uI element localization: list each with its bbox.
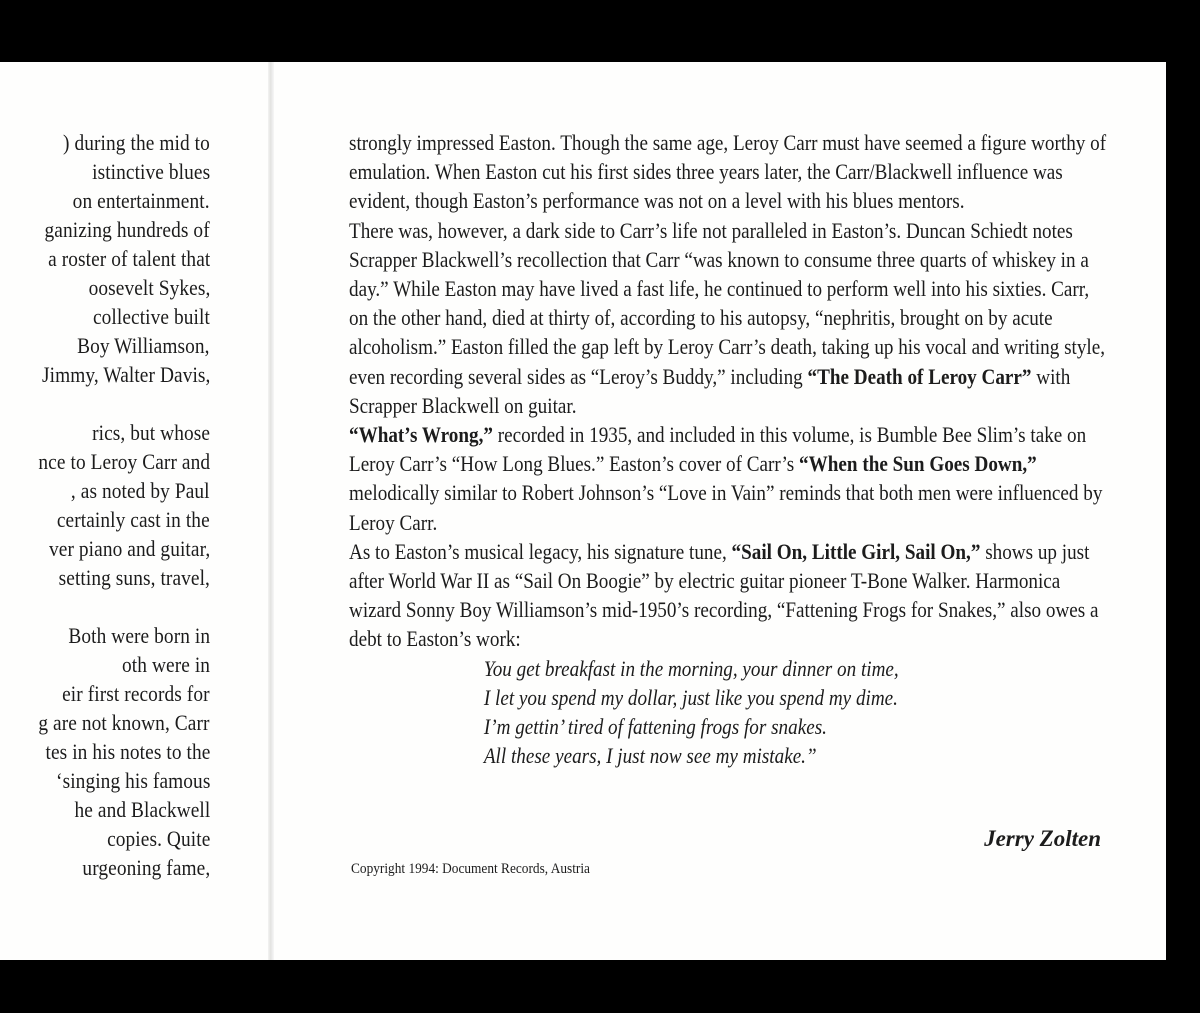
paragraph-1-text: strongly impressed Easton. Though the same age, Leroy Carr must have seemed a figure worthy of emulation. When Easton cut his first sides three years later, the Carr/Blackwell influence was evident, though Easton’s performance was not on a level with his blues mentors.	[349, 130, 1107, 214]
paragraph-2-tail: with Scrapper Blackwell on guitar.	[349, 363, 1071, 418]
copyright-notice: Copyright 1994: Document Records, Austria	[351, 861, 590, 877]
paragraph-3	[349, 420, 1109, 537]
lyric-line: All these years, I just now see my mistake.”	[483, 742, 817, 768]
left-line: he and Blackwell	[74, 797, 210, 822]
left-line: eir first records for	[62, 681, 210, 706]
paragraph-3-text-1: recorded in 1935, and included in this volume, is Bumble Bee Slim’s take on Leroy Carr’s “How Long Blues.” Easton’s cover of Carr’s	[349, 422, 1087, 477]
paragraph-2-text: There was, however, a dark side to Carr’s life not paralleled in Easton’s. Duncan Schiedt notes Scrapper Blackwell’s recollection that Carr “was known to consume three quarts of whiskey in a day.” While Easton may have lived a fast life, he continued to perform well into his sixties. Carr, on the other hand, died at thirty of, according to his autopsy, “nephritis, brought on by acute alcoholism.” Easton filled the gap left by Leroy Carr’s death, taking up his vocal and writing style, even recording several sides as “Leroy’s Buddy,” including	[349, 217, 1106, 389]
lyrics-quote	[349, 654, 1166, 770]
left-line: g are not known, Carr	[38, 710, 210, 735]
author-signature: Jerry Zolten	[984, 826, 1101, 851]
left-line: Both were born in	[68, 623, 210, 648]
song-title-when-the-sun-goes-down: “When the Sun Goes Down,”	[799, 451, 1037, 477]
left-line: a roster of talent that	[47, 246, 210, 271]
left-line: copies. Quite	[106, 826, 210, 851]
left-line: urgeoning fame,	[82, 855, 210, 880]
left-line: certainly cast in the	[57, 507, 210, 532]
left-line: , as noted by Paul	[71, 478, 210, 503]
song-title-sail-on: “Sail On, Little Girl, Sail On,”	[731, 538, 981, 564]
left-line: Boy Williamson,	[77, 333, 210, 358]
paragraph-3-text-2: melodically similar to Robert Johnson’s “Love in Vain” reminds that both men were influenced by Leroy Carr.	[349, 480, 1103, 535]
left-line: on entertainment.	[73, 188, 210, 213]
left-line: collective built	[93, 304, 210, 329]
paragraph-4-text-1: As to Easton’s musical legacy, his signature tune,	[349, 538, 727, 564]
lyric-line: You get breakfast in the morning, your dinner on time,	[483, 655, 899, 681]
right-page-text	[349, 128, 1109, 770]
left-line: nce to Leroy Carr and	[38, 449, 210, 474]
left-line: ver piano and guitar,	[48, 536, 210, 561]
song-title-death-of-leroy-carr: “The Death of Leroy Carr”	[807, 363, 1032, 389]
left-line: rics, but whose	[91, 420, 210, 445]
left-line: tes in his notes to the	[45, 739, 210, 764]
left-line: oth were in	[121, 652, 210, 677]
left-line: setting suns, travel,	[58, 565, 210, 590]
lyric-line: I’m gettin’ tired of fattening frogs for snakes.	[483, 713, 827, 739]
lyric-line: I let you spend my dollar, just like you spend my dime.	[483, 684, 898, 710]
page-fold	[268, 62, 274, 960]
left-line: istinctive blues	[91, 159, 210, 184]
left-line: oosevelt Sykes,	[88, 275, 210, 300]
left-line: Jimmy, Walter Davis,	[41, 362, 210, 387]
left-line: ganizing hundreds of	[44, 217, 210, 242]
paragraph-1	[349, 128, 1109, 216]
paragraph-4-text-2: shows up just after World War II as “Sail On Boogie” by electric guitar pioneer T-Bone Walker. Harmonica wizard Sonny Boy Williamson’s mid-1950’s recording, “Fattening Frogs for Snakes,” also owes a debt to Easton’s work:	[349, 538, 1099, 652]
song-title-whats-wrong: “What’s Wrong,”	[349, 422, 493, 448]
booklet-spread	[0, 62, 1166, 960]
paragraph-2	[349, 216, 1109, 420]
left-line: ) during the mid to	[63, 130, 210, 155]
left-line: ‘singing his famous	[55, 768, 210, 793]
paragraph-4	[349, 537, 1109, 654]
left-page-text	[0, 128, 210, 918]
